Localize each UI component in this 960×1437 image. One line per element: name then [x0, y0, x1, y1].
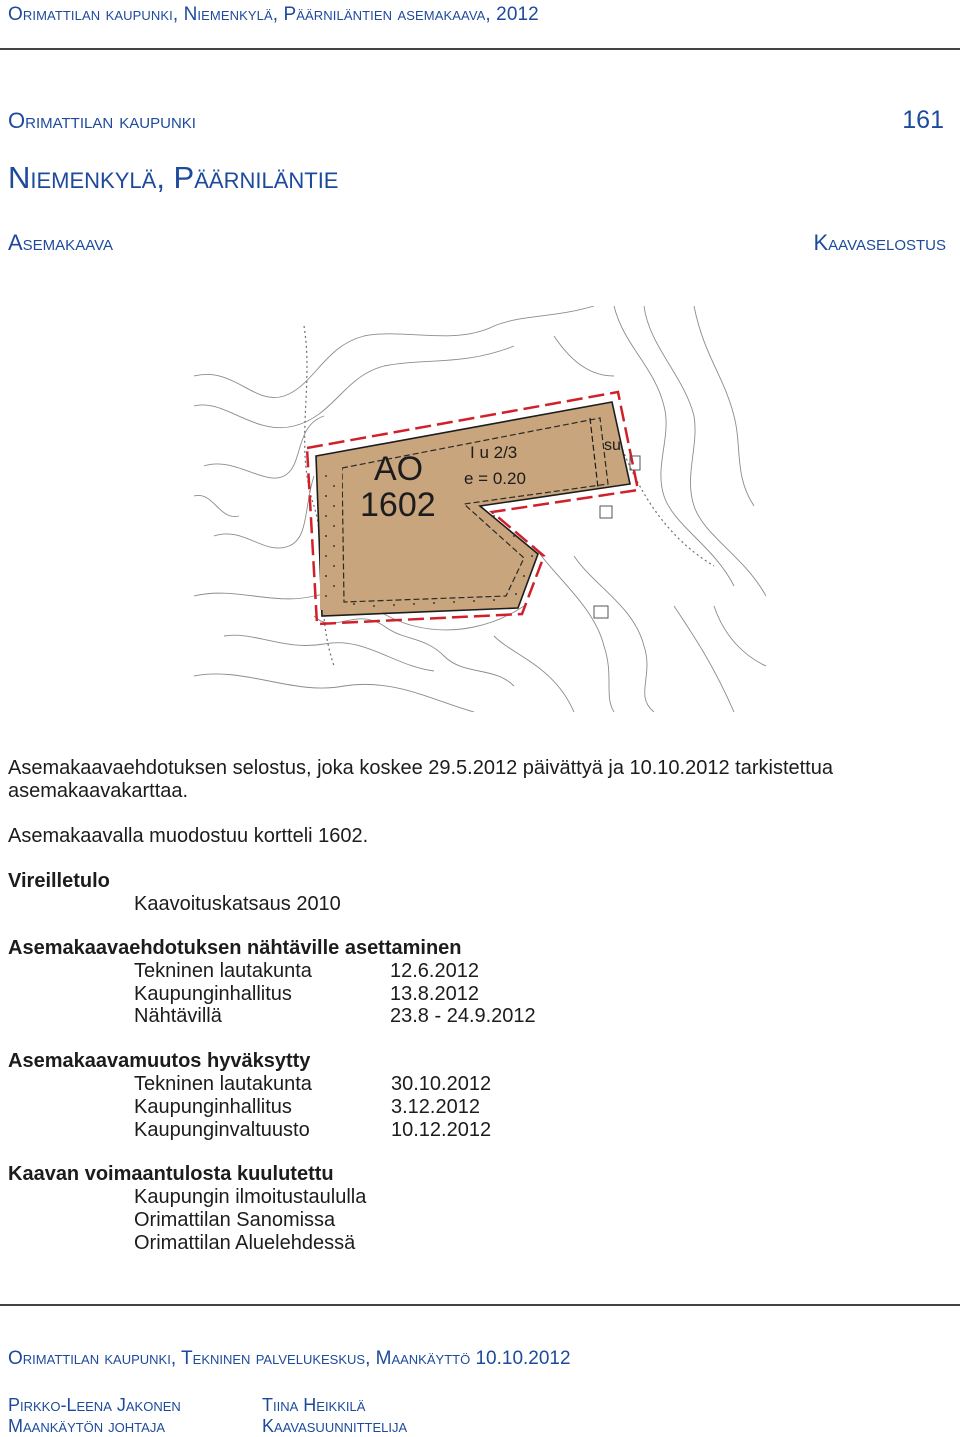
signer-1-title: Maankäytön johtaja	[8, 1416, 165, 1436]
floors-label: I u 2/3	[470, 443, 518, 462]
hyvaksytty-row-label: Kaupunginvaltuusto	[134, 1119, 310, 1141]
nahtavilla-row-date: 23.8 - 24.9.2012	[390, 1005, 536, 1027]
hyvaksytty-row-date: 10.12.2012	[391, 1119, 492, 1141]
signer-2-name: Tiina Heikkilä	[262, 1395, 366, 1415]
nahtavilla-row-label: Kaupunginhallitus	[134, 983, 292, 1005]
block-label: AO	[374, 450, 424, 488]
nahtavilla-row-label: Nähtävillä	[134, 1005, 222, 1027]
nahtavilla-row-date: 12.6.2012	[390, 960, 479, 982]
nahtavilla-row-date: 13.8.2012	[390, 983, 479, 1005]
header-rule	[0, 48, 960, 50]
voimaantulo-item: Orimattilan Aluelehdessä	[134, 1232, 356, 1254]
plan-number: 161	[902, 106, 944, 134]
zoning-map-drawing	[194, 306, 766, 712]
hyvaksytty-row-label: Kaupunginhallitus	[134, 1096, 292, 1118]
intro-line-1: Asemakaavaehdotuksen selostus, joka koskee 29.5.2012 päivättyä ja 10.10.2012 tarkistettua	[8, 757, 833, 779]
footer-office: Orimattilan kaupunki, Tekninen palvelukeskus, Maankäyttö 10.10.2012	[8, 1348, 571, 1369]
voimaantulo-heading: Kaavan voimaantulosta kuulutettu	[8, 1163, 334, 1185]
block-number: 1602	[360, 486, 436, 524]
vireilletulo-heading: Vireilletulo	[8, 870, 110, 892]
doc-kind: Kaavaselostus	[813, 230, 946, 255]
hyvaksytty-row-label: Tekninen lautakunta	[134, 1073, 312, 1095]
intro-line-2: asemakaavakarttaa.	[8, 780, 189, 802]
footer-rule	[0, 1304, 960, 1306]
intro-line-3: Asemakaavalla muodostuu kortteli 1602.	[8, 825, 369, 847]
vireilletulo-item: Kaavoituskatsaus 2010	[134, 893, 341, 915]
voimaantulo-item: Kaupungin ilmoitustaululla	[134, 1186, 367, 1208]
nahtavilla-heading: Asemakaavaehdotuksen nähtäville asettaminen	[8, 937, 462, 959]
hyvaksytty-row-date: 30.10.2012	[391, 1073, 492, 1095]
su-label: su	[604, 437, 621, 454]
doc-type: Asemakaava	[8, 230, 113, 255]
signer-1-name: Pirkko-Leena Jakonen	[8, 1395, 181, 1415]
area-title: Niemenkylä, Päärniläntie	[8, 160, 339, 195]
nahtavilla-row-label: Tekninen lautakunta	[134, 960, 312, 982]
voimaantulo-item: Orimattilan Sanomissa	[134, 1209, 336, 1231]
running-header: Orimattilan kaupunki, Niemenkylä, Päärniläntien asemakaava, 2012	[8, 4, 539, 25]
zoning-map	[194, 306, 766, 712]
hyvaksytty-heading: Asemakaavamuutos hyväksytty	[8, 1050, 311, 1072]
city-title: Orimattilan kaupunki	[8, 108, 196, 133]
efficiency-label: e = 0.20	[464, 469, 526, 488]
signer-2-title: Kaavasuunnittelija	[262, 1416, 408, 1436]
hyvaksytty-row-date: 3.12.2012	[391, 1096, 480, 1118]
